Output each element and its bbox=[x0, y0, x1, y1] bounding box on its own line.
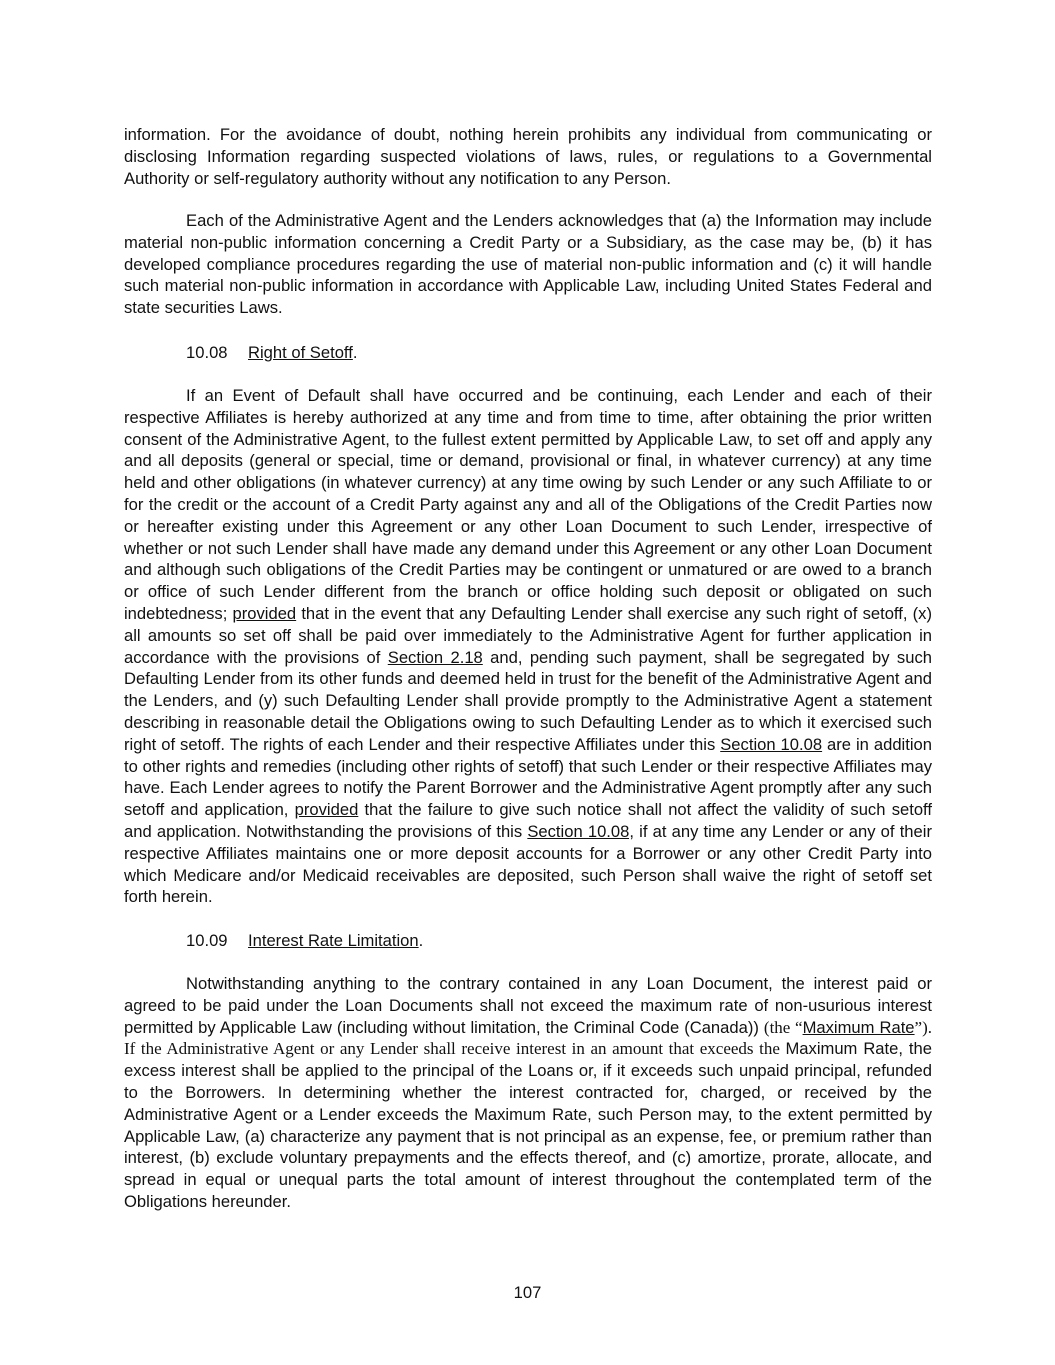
text-run: If an Event of Default shall have occurred and be continuing, each Lender and each of their respective Affiliates is hereby authorized at any time and from time to time, after obtaining the prior written consent of the Administrative Agent, to the fullest extent permitted by Applicable Law, to set off and apply any and all deposits (general or special, time or demand, provisional or final, in whatever currency) at any time held and other obligations (in whatever currency) at any time owing by such Lender or any such Affiliate to or for the credit or the account of a Credit Party against any and all of the Obligations of the Credit Parties now or hereafter existing under this Agreement or any other Loan Document to such Lender, irrespective of whether or not such Lender shall have made any demand under this Agreement or any other Loan Document and although such obligations of the Credit Parties may be contingent or unmatured or are owed to a branch or office of such Lender different from the branch or office holding such deposit or obligated on such indebtedness; bbox=[124, 386, 932, 623]
section-number: 10.08 bbox=[186, 343, 228, 362]
paragraph-acknowledgement: Each of the Administrative Agent and the Lenders acknowledges that (a) the Information may include material non-public information concerning a Credit Party or a Subsidiary, as the case may be, (b) it has developed compliance procedures regarding the use of material non-public information and (c) it will handle such material non-public information in accordance with Applicable Law, including United States Federal and state securities Laws. bbox=[124, 211, 932, 318]
text-run: and, pending such payment, shall be segregated by such Defaulting Lender from its other funds and deemed held in trust for the benefit of the Administrative Agent and the Lenders, and (y) such Defaulting Lender shall provide promptly to the Administrative Agent a statement describing in reasonable detail the Obligations owing to such Defaulting Lender as to which it exercised such right of setoff. The rights of each Lender and their respective Affiliates under this bbox=[124, 647, 932, 754]
section-title: Right of Setoff bbox=[248, 343, 353, 362]
cross-reference-section-2-18: Section 2.18 bbox=[387, 647, 483, 667]
paragraph-interest-rate-limitation bbox=[124, 973, 932, 1213]
cross-reference-section-10-08: Section 10.08, bbox=[527, 821, 634, 841]
defined-term-maximum-rate: Maximum Rate bbox=[802, 1017, 915, 1037]
text-run: that the failure to give such notice shall not affect the validity of such setoff and application. Notwithstanding the provisions of this bbox=[124, 800, 932, 841]
text-run: ”). If the Administrative Agent or any Lender shall receive interest in an amount that exceeds the bbox=[124, 1017, 933, 1059]
section-number: 10.09 bbox=[186, 931, 228, 950]
section-title: Interest Rate Limitation bbox=[248, 931, 419, 950]
paragraph-information-disclosure: information. For the avoidance of doubt, nothing herein prohibits any individual from communicating or disclosing Information regarding suspected violations of laws, rules, or regulations to a Governmental Authority or self-regulatory authority without any notification to any Person. bbox=[124, 125, 932, 188]
defined-term-provided: provided bbox=[294, 800, 359, 820]
paragraph-right-of-setoff bbox=[124, 385, 932, 908]
text-run: that in the event that any Defaulting Lender shall exercise any such right of setoff, (x) all amounts so set off shall be paid over immediately to the Administrative Agent for further application in accordance with the provisions of bbox=[124, 603, 932, 667]
text-run: are in addition to other rights and remedies (including other rights of setoff) that such Lender or their respective Affiliates may have. Each Lender agrees to notify the Parent Borrower and the Administrative Agent promptly after any such setoff and application, bbox=[124, 734, 932, 820]
section-title-period: . bbox=[352, 343, 358, 362]
text-run: if at any time any Lender or any of their respective Affiliates maintains one or more deposit accounts for a Borrower or any other Credit Party into which Medicare and/or Medicaid receivables are deposited, such Person shall waive the right of setoff set forth herein. bbox=[124, 821, 932, 907]
defined-term-provided: provided bbox=[232, 603, 297, 623]
text-run: Maximum Rate, the excess interest shall be applied to the principal of the Loans or, if it exceeds such unpaid principal, refunded to the Borrowers. In determining whether the interest contracted for, charged, or received by the Administrative Agent or a Lender exceeds the Maximum Rate, such Person may, to the extent permitted by Applicable Law, (a) characterize any payment that is not principal as an expense, fee, or premium rather than interest, (b) exclude voluntary prepayments and the effects thereof, and (c) amortize, prorate, allocate, and spread in equal or unequal parts the total amount of interest throughout the contemplated term of the Obligations hereunder. bbox=[124, 1039, 932, 1211]
text-run: (the “ bbox=[763, 1017, 803, 1037]
section-title-period: . bbox=[418, 931, 424, 950]
section-heading-10-08 bbox=[186, 342, 357, 364]
cross-reference-section-10-08: Section 10.08 bbox=[720, 734, 823, 754]
page-number: 107 bbox=[513, 1283, 542, 1302]
section-heading-10-09 bbox=[186, 930, 423, 952]
text-run: Notwithstanding anything to the contrary contained in any Loan Document, the interest paid or agreed to be paid under the Loan Documents shall not exceed the maximum rate of non-usurious interest permitted by Applicable Law (including without limitation, the Criminal Code (Canada)) bbox=[124, 974, 932, 1037]
